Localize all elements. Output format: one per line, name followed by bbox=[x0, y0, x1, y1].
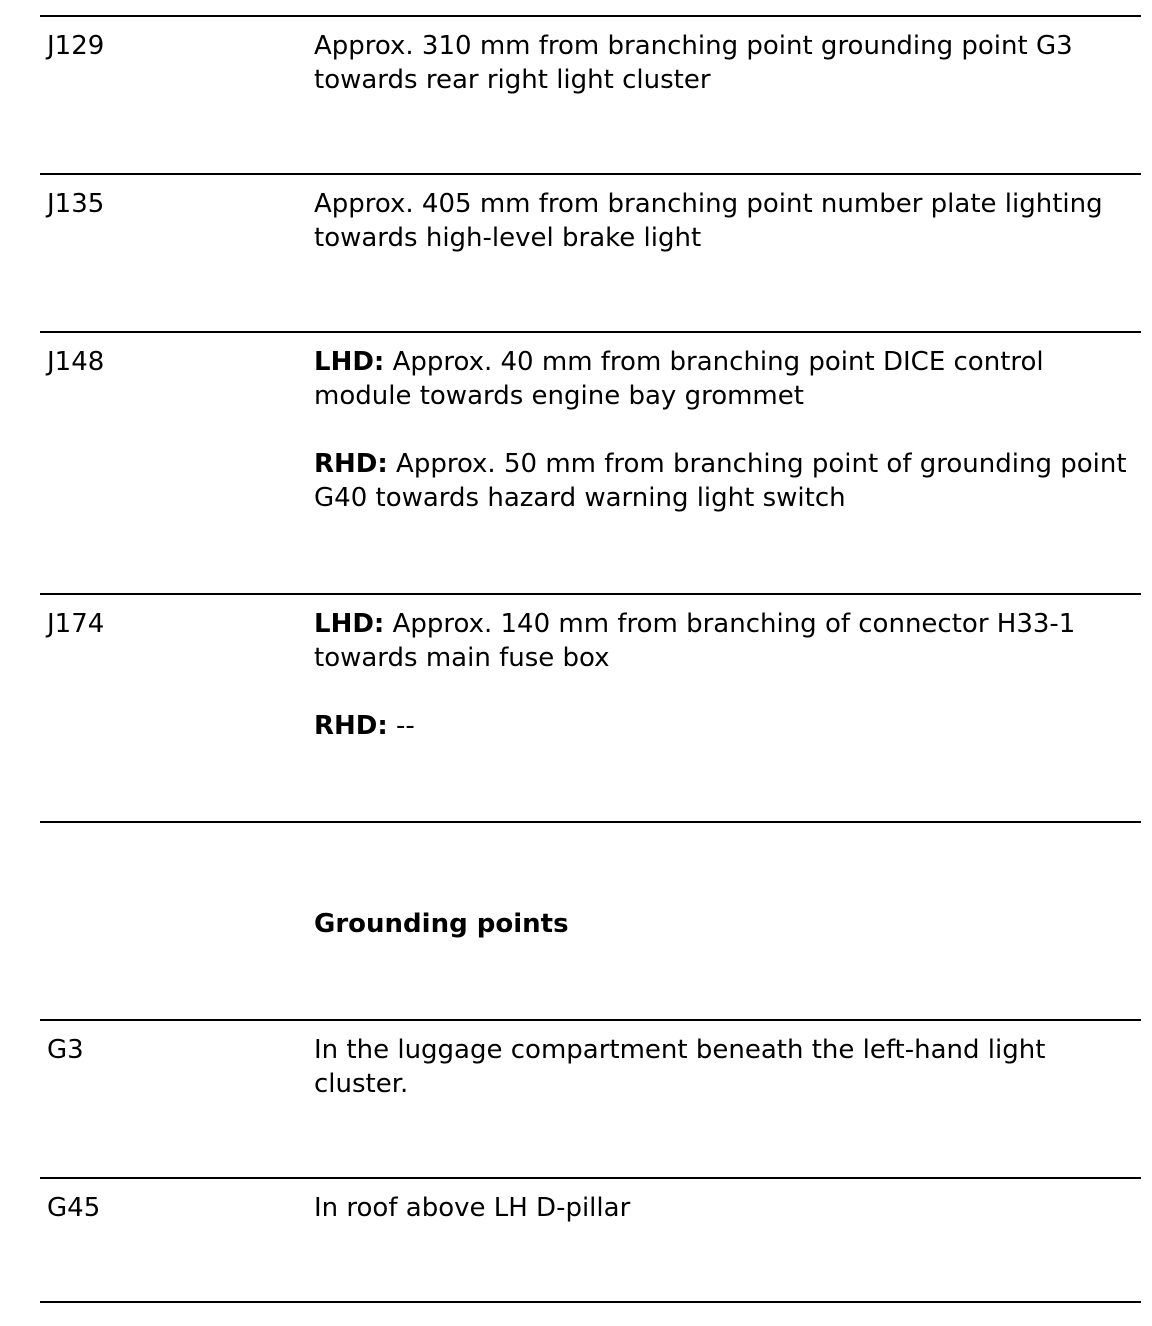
row-divider bbox=[40, 1019, 1141, 1021]
row-divider bbox=[40, 593, 1141, 595]
rhd-description bbox=[314, 709, 1129, 743]
junction-description bbox=[314, 345, 1129, 515]
lhd-description bbox=[314, 607, 1129, 675]
junction-code: J174 bbox=[47, 609, 105, 639]
row-divider bbox=[40, 1177, 1141, 1179]
row-divider bbox=[40, 173, 1141, 175]
description-text: Approx. 310 mm from branching point grounding point G3 towards rear right light cluster bbox=[314, 31, 1073, 95]
grounding-code: G45 bbox=[47, 1193, 101, 1223]
junction-code: J148 bbox=[47, 347, 105, 377]
description-text: In the luggage compartment beneath the left-hand light cluster. bbox=[314, 1035, 1046, 1099]
grounding-description bbox=[314, 1033, 1129, 1101]
lhd-label: LHD: bbox=[314, 347, 385, 377]
rhd-text: Approx. 50 mm from branching point of grounding point G40 towards hazard warning light switch bbox=[314, 449, 1127, 513]
grounding-description bbox=[314, 1191, 1129, 1225]
lhd-label: LHD: bbox=[314, 609, 385, 639]
rhd-text: -- bbox=[387, 711, 415, 741]
junction-description bbox=[314, 187, 1129, 255]
lhd-description bbox=[314, 345, 1129, 413]
section-heading: Grounding points bbox=[314, 909, 569, 939]
rhd-label: RHD: bbox=[314, 711, 388, 741]
section-divider bbox=[40, 821, 1141, 823]
rhd-label: RHD: bbox=[314, 449, 388, 479]
grounding-code: G3 bbox=[47, 1035, 84, 1065]
rhd-description bbox=[314, 447, 1129, 515]
description-text: In roof above LH D-pillar bbox=[314, 1193, 631, 1223]
description-text: Approx. 405 mm from branching point number plate lighting towards high-level brake light bbox=[314, 189, 1103, 253]
junction-description bbox=[314, 607, 1129, 743]
junction-code: J129 bbox=[47, 31, 105, 61]
junction-description bbox=[314, 29, 1129, 97]
lhd-text: Approx. 140 mm from branching of connector H33-1 towards main fuse box bbox=[314, 609, 1076, 673]
junction-code: J135 bbox=[47, 189, 105, 219]
row-divider bbox=[40, 15, 1141, 17]
lhd-text: Approx. 40 mm from branching point DICE control module towards engine bay grommet bbox=[314, 347, 1044, 411]
table-bottom-rule bbox=[40, 1301, 1141, 1303]
row-divider bbox=[40, 331, 1141, 333]
